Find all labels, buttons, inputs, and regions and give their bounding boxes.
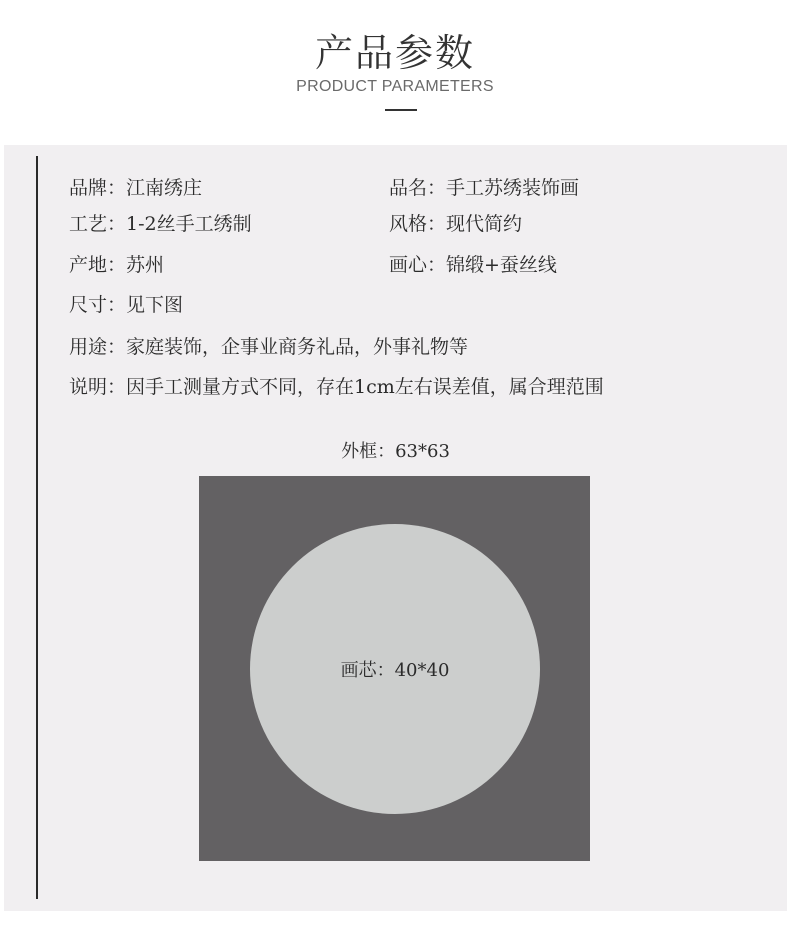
- spec-usage: 用途：家庭装饰，企事业商务礼品，外事礼物等: [69, 336, 469, 358]
- section-header: [0, 0, 790, 145]
- title-underline: [385, 109, 417, 111]
- outer-frame-size-label: 外框：63*63: [341, 441, 450, 462]
- spec-product-name: 品名：手工苏绣装饰画: [389, 177, 580, 199]
- section-subtitle: PRODUCT PARAMETERS: [296, 78, 494, 95]
- core-circle-diagram: [250, 524, 540, 814]
- spec-origin: 产地：苏州: [69, 254, 165, 276]
- core-size-label: 画芯：40*40: [340, 660, 450, 681]
- parameters-panel: [4, 145, 787, 911]
- panel-left-rule: [36, 156, 38, 899]
- spec-size: 尺寸：见下图: [69, 294, 184, 316]
- outer-frame-diagram: [199, 476, 590, 861]
- spec-craft: 工艺：1-2丝手工绣制: [69, 213, 252, 235]
- spec-style: 风格：现代简约: [389, 213, 523, 235]
- spec-core-material: 画心：锦缎+蚕丝线: [389, 254, 557, 276]
- section-title: 产品参数: [314, 31, 475, 75]
- spec-note: 说明：因手工测量方式不同，存在1cm左右误差值，属合理范围: [69, 376, 604, 398]
- spec-brand: 品牌：江南绣庄: [69, 177, 203, 199]
